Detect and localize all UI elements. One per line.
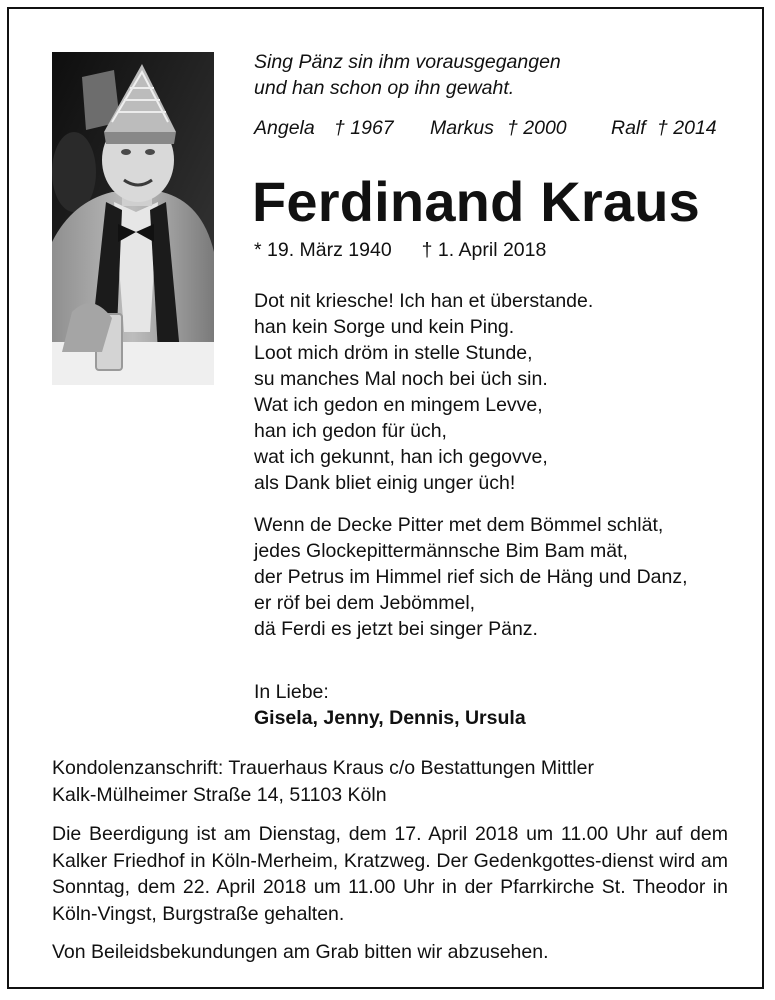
motto-line: und han schon op ihn gewaht. [254, 77, 515, 99]
portrait-image [52, 52, 214, 385]
poem-line: als Dank bliet einig unger üch! [254, 472, 516, 494]
grave-condolence-note: Von Beileidsbekundungen am Grab bitten wir abzusehen. [52, 941, 549, 963]
poem-line: Dot nit kriesche! Ich han et überstande. [254, 290, 594, 312]
portrait-photo [52, 52, 214, 385]
child-name: Markus [430, 117, 494, 139]
poem-line: su manches Mal noch bei üch sin. [254, 368, 548, 390]
poem-line: Wenn de Decke Pitter met dem Bömmel schlät, [254, 514, 664, 536]
poem-stanza-1 [254, 288, 593, 496]
life-dates [254, 237, 546, 263]
poem-line: Loot mich dröm in stelle Stunde, [254, 342, 533, 364]
poem-line: han kein Sorge und kein Ping. [254, 316, 515, 338]
mourners: Gisela, Jenny, Dennis, Ursula [254, 707, 526, 729]
child-death: † 1967 [334, 117, 394, 139]
love-intro: In Liebe: [254, 681, 329, 703]
poem-line: han ich gedon für üch, [254, 420, 447, 442]
obituary-notice [7, 7, 764, 989]
poem-line: der Petrus im Himmel rief sich de Häng und Danz, [254, 566, 688, 588]
poem-line: dä Ferdi es jetzt bei singer Pänz. [254, 618, 538, 640]
condolence-line: Kondolenzanschrift: Trauerhaus Kraus c/o Bestattungen Mittler [52, 757, 594, 779]
motto-line: Sing Pänz sin ihm vorausgegangen [254, 51, 561, 73]
death-date: † 1. April 2018 [421, 239, 547, 261]
condolence-address [52, 755, 728, 808]
motto [254, 49, 561, 101]
poem-stanza-2 [254, 512, 688, 642]
child-death: † 2014 [657, 117, 717, 139]
poem-line: Wat ich gedon en mingem Levve, [254, 394, 543, 416]
child-name: Ralf [611, 117, 646, 139]
deceased-name: Ferdinand Kraus [252, 170, 700, 233]
birth-date: * 19. März 1940 [254, 239, 392, 261]
funeral-info: Die Beerdigung ist am Dienstag, dem 17. April 2018 um 11.00 Uhr auf dem Kalker Friedhof in Köln-Merheim, Kratzweg. Der Gedenkgottes-dienst wird am Sonntag, dem 22. April 2018 um 11.00 Uhr in der Pfarrkirche St. Theodor in Köln-Vingst, Burgstraße gehalten. [52, 823, 728, 925]
signature-block [254, 679, 526, 731]
deceased-children [254, 115, 729, 141]
child-name: Angela [254, 117, 315, 139]
child-death: † 2000 [507, 117, 567, 139]
poem-line: wat ich gekunnt, han ich gegovve, [254, 446, 548, 468]
poem-line: jedes Glockepittermännsche Bim Bam mät, [254, 540, 628, 562]
poem-line: er röf bei dem Jebömmel, [254, 592, 476, 614]
condolence-line: Kalk-Mülheimer Straße 14, 51103 Köln [52, 783, 387, 806]
